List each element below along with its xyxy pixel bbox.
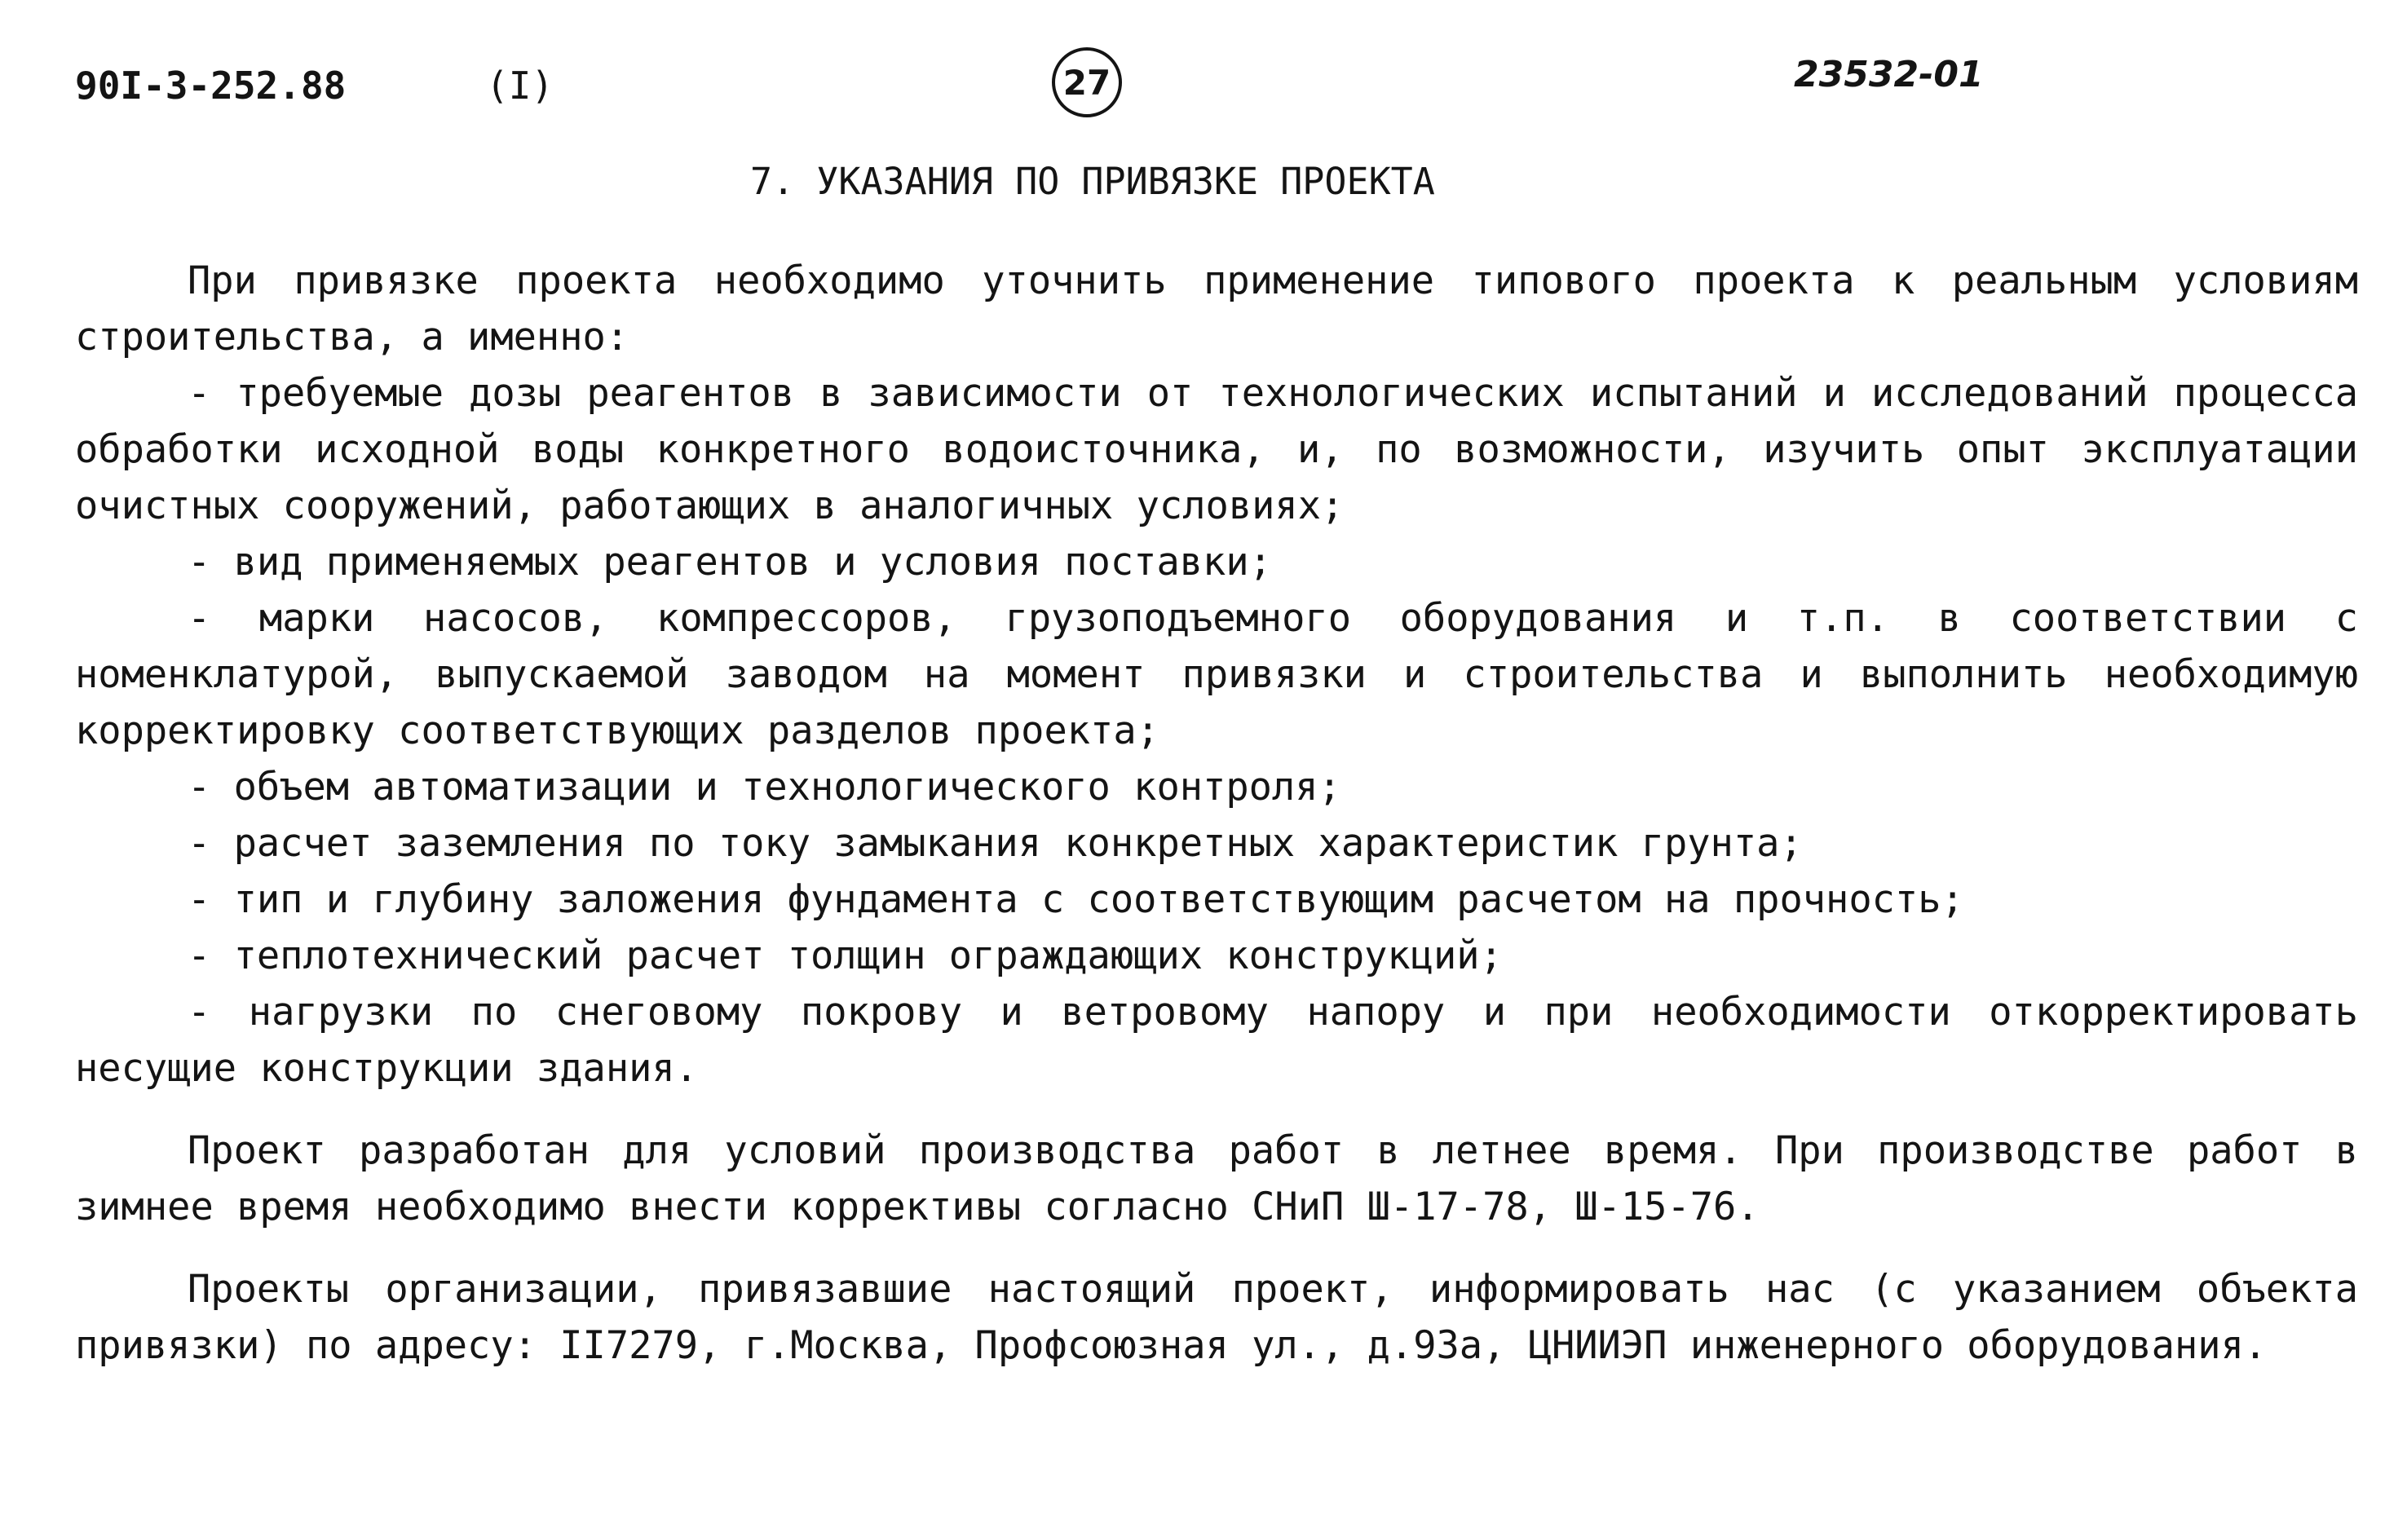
contact-note-paragraph: Проекты организации, привязавшие настоящий проект, информировать нас (с указанием объекта привязки) по адресу: II7279, г.Москва, Профсоюзная ул., д.93а, ЦНИИЭП инженерного оборудования. [75,1267,2358,1368]
list-item: - марки насосов, компрессоров, грузоподъемного оборудования и т.п. в соответствии с номенклатурой, выпускаемой заводом на момент привязки и строительства и выполнить необходимую корректировку соответствующих разделов проекта; [75,596,2358,753]
page-number-circle [1052,47,1122,117]
list-item: - объем автоматизации и технологического контроля; [188,765,1341,810]
part-number: (I) [486,64,554,108]
winter-note-paragraph: Проект разработан для условий производства работ в летнее время. При производстве работ в зимнее время необходимо внести коррективы согласно СНиП Ш-17-78, Ш-15-76. [75,1128,2358,1229]
section-title: 7. УКАЗАНИЯ ПО ПРИВЯЗКЕ ПРОЕКТА [750,160,1435,203]
list-item: - тип и глубину заложения фундамента с соответствующим расчетом на прочность; [188,877,1964,922]
page-number: 27 [1062,62,1111,103]
list-item: - расчет заземления по току замыкания конкретных характеристик грунта; [188,821,1803,866]
list-item: - требуемые дозы реагентов в зависимости от технологических испытаний и исследований процесса обработки исходной воды конкретного водоисточника, и, по возможности, изучить опыт эксплуатации очистных сооружений, работающих в аналогичных условиях; [75,371,2358,528]
section-body [75,253,2358,1374]
list-item: - вид применяемых реагентов и условия поставки; [188,540,1272,585]
list-item: - нагрузки по снеговому покрову и ветровому напору и при необходимости откорректировать несущие конструкции здания. [75,990,2358,1091]
archive-number: 23532-01 [1794,54,1984,95]
document-code: 90I-3-252.88 [75,64,347,108]
list-item: - теплотехнический расчет толщин ограждающих конструкций; [188,933,1503,978]
intro-paragraph: При привязке проекта необходимо уточнить применение типового проекта к реальным условиям строительства, а именно: [75,258,2358,360]
